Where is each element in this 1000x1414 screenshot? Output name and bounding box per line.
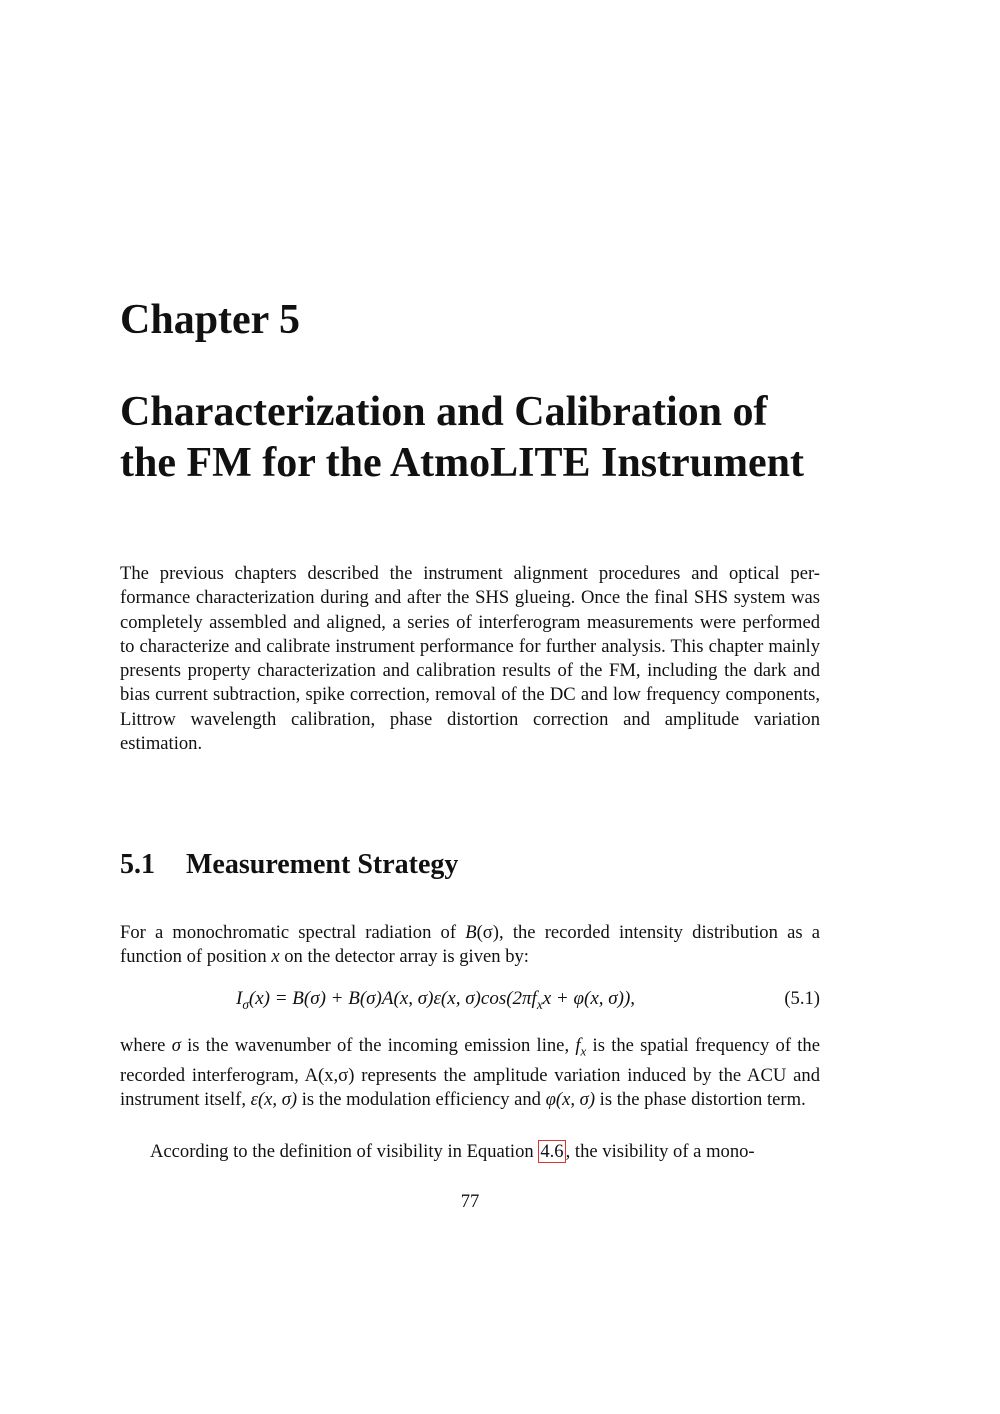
equation-reference-link[interactable]: 4.6	[540, 1141, 564, 1162]
paragraph-1-text-c: on the detector array is given by:	[279, 946, 529, 968]
eq-fx-sub: x	[536, 996, 543, 1012]
paragraph-2-text-d: is the modulation efficiency and	[297, 1089, 546, 1111]
chapter-title-line-2: the FM for the AtmoLITE Instrument	[120, 440, 805, 486]
math-phi: φ(x, σ)	[545, 1089, 596, 1111]
paragraph-3-text-a: According to the definition of visibility in Equation	[150, 1141, 539, 1162]
paragraph-3	[120, 1140, 820, 1164]
paragraph-1-text-b: , the recorded intensity distribution as a function of position	[120, 922, 820, 968]
eq-lhs-sub: σ	[242, 996, 249, 1012]
math-sigma: σ	[171, 1035, 181, 1056]
math-B: B	[465, 922, 477, 943]
section-heading	[120, 847, 458, 883]
paragraph-1-text-a: For a monochromatic spectral radiation of	[120, 922, 466, 943]
section-title: Measurement Strategy	[186, 849, 459, 880]
equation-5-1	[120, 988, 820, 1016]
math-epsilon: ε(x, σ)	[250, 1089, 298, 1111]
eq-lhs: I	[236, 988, 243, 1009]
equation-number: (5.1)	[784, 988, 820, 1009]
chapter-title	[120, 387, 880, 489]
paragraph-3-text-b: , the visibility of a mono-	[565, 1141, 755, 1162]
eq-body: (x) = B(σ) + B(σ)A(x, σ)ε(x, σ)cos(2πf	[248, 988, 537, 1009]
book-page	[120, 0, 820, 1414]
math-f-sub: x	[580, 1043, 587, 1059]
intro-paragraph: The previous chapters described the instrument alignment procedures and optical per-formance characterization during and after the SHS glueing. Once the final SHS system was completely assembled and aligned, a series of interferogram measurements were performed to characterize and calibrate instrument performance for further analysis. This chapter mainly presents property characterization and calibration results of the FM, including the dark and bias current subtraction, spike correction, removal of the DC and low frequency components, Littrow wavelength calibration, phase distortion correction and amplitude variation estimation.	[120, 563, 820, 755]
eq-rhs: x + φ(x, σ)),	[542, 988, 636, 1009]
chapter-label: Chapter 5	[120, 297, 301, 343]
math-sigma-arg: (σ)	[476, 922, 500, 943]
paragraph-2	[120, 1034, 820, 1113]
paragraph-2-text-e: is the phase distortion term.	[595, 1089, 806, 1111]
equation-formula	[236, 988, 635, 1013]
paragraph-2-text-b: is the wavenumber of the incoming emission line,	[180, 1035, 576, 1056]
section-number: 5.1	[120, 849, 155, 880]
chapter-title-line-1: Characterization and Calibration of	[120, 389, 768, 435]
paragraph-2-text-c: is the spatial frequency of the recorded interferogram, A(x,σ) represents the amplitude variation induced by the ACU and instrument itself,	[120, 1035, 820, 1111]
paragraph-1	[120, 921, 820, 970]
page-number: 77	[460, 1191, 480, 1212]
math-f: f	[575, 1035, 581, 1056]
math-x: x	[271, 946, 280, 968]
paragraph-2-text-a: where	[120, 1035, 172, 1056]
